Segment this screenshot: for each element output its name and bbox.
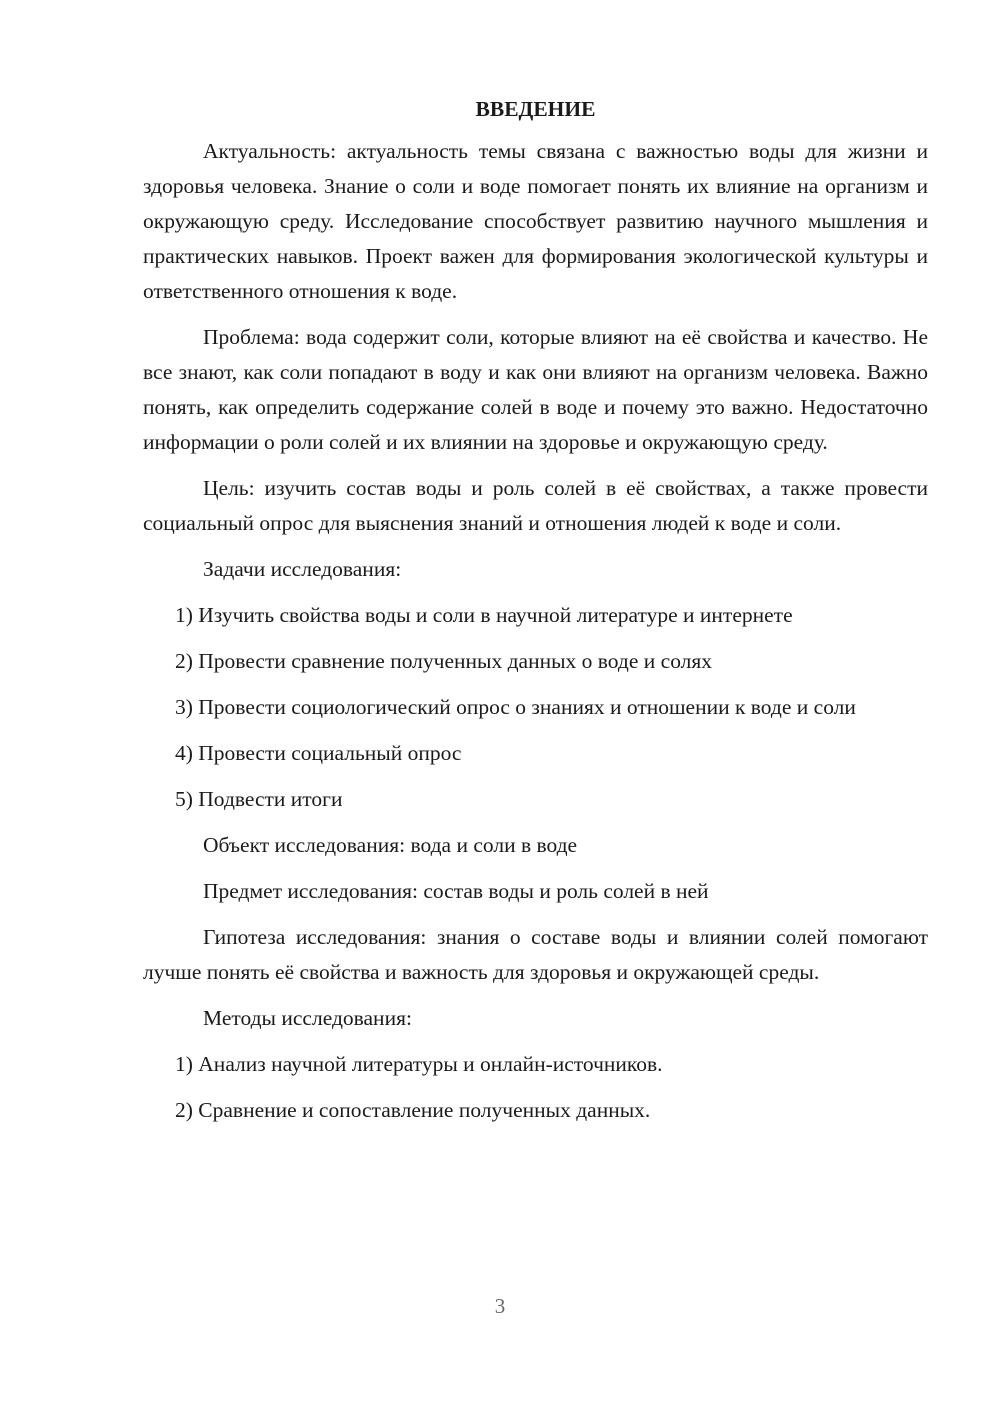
task-item: 1) Изучить свойства воды и соли в научной литературе и интернете [175,603,793,627]
task-item: 5) Подвести итоги [175,787,343,811]
tasks-heading: Задачи исследования: [203,557,402,581]
task-item: 3) Провести социологический опрос о знаниях и отношении к воде и соли [175,695,856,719]
problem-paragraph: Проблема: вода содержит соли, которые влияют на её свойства и качество. Не все знают, как соли попадают в воду и как они влияют на организм человека. Важно понять, как определить содержание солей в воде и почему это важно. Недостаточно информации о роли солей и их влиянии на здоровье и окружающую среду. [143,325,928,454]
task-item: 2) Провести сравнение полученных данных о воде и солях [175,649,713,673]
methods-heading: Методы исследования: [203,1006,412,1030]
section-title: ВВЕДЕНИЕ [475,97,596,121]
goal-paragraph: Цель: изучить состав воды и роль солей в её свойствах, а также провести социальный опрос для выяснения знаний и отношения людей к воде и соли. [143,476,928,535]
task-item: 4) Провести социальный опрос [175,741,462,765]
hypothesis-paragraph: Гипотеза исследования: знания о составе воды и влиянии солей помогают лучше понять её свойства и важность для здоровья и окружающей среды. [143,925,928,984]
relevance-paragraph: Актуальность: актуальность темы связана с важностью воды для жизни и здоровья человека. Знание о соли и воде помогает понять их влияние на организм и окружающую среду. Исследование способствует развитию научного мышления и практических навыков. Проект важен для формирования экологической культуры и ответственного отношения к воде. [143,139,928,303]
object-paragraph: Объект исследования: вода и соли в воде [203,833,578,857]
document-page [143,92,928,1139]
method-item: 2) Сравнение и сопоставление полученных данных. [175,1098,651,1122]
method-item: 1) Анализ научной литературы и онлайн-источников. [175,1052,663,1076]
subject-paragraph: Предмет исследования: состав воды и роль солей в ней [203,879,709,903]
page-number: 3 [494,1294,506,1318]
